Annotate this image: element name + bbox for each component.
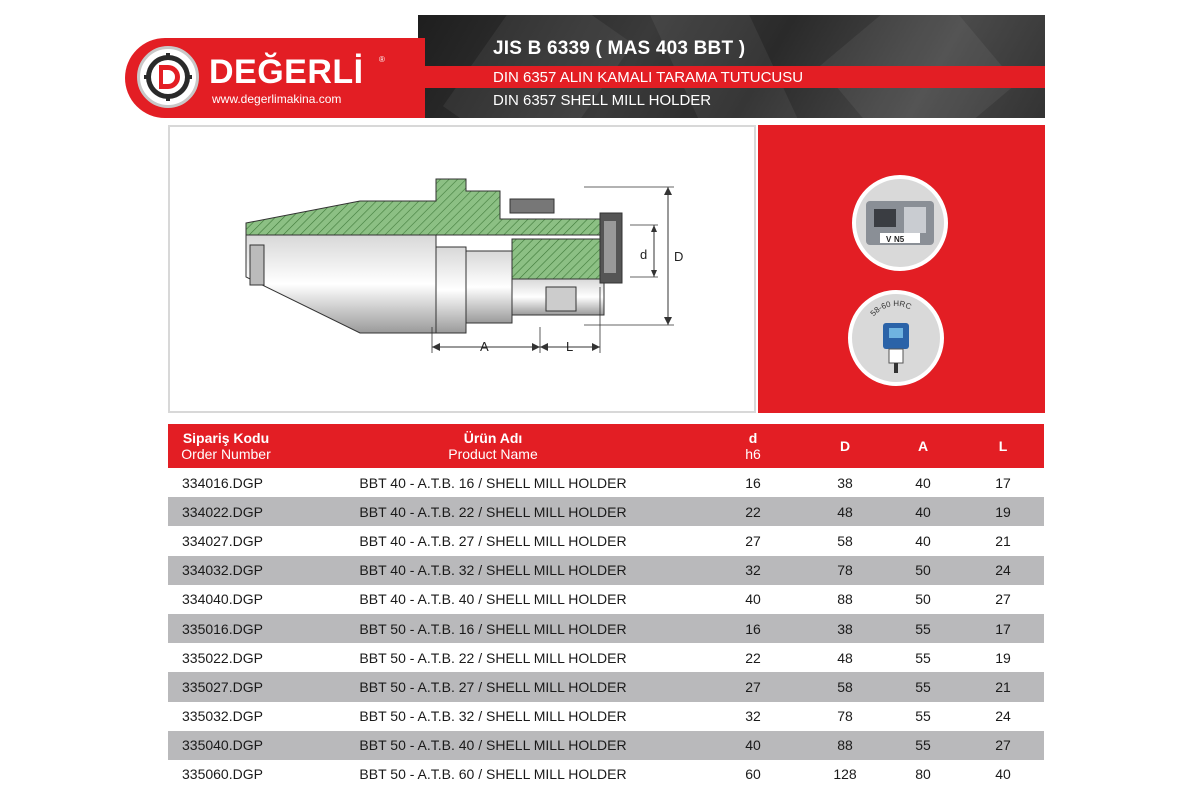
- L-value-cell: 27: [995, 591, 1011, 608]
- hardness-badge: [848, 290, 944, 386]
- product-table: [168, 424, 1044, 789]
- L-value-cell: 19: [995, 503, 1011, 520]
- table-row: [168, 614, 1044, 643]
- d-value-cell: 16: [745, 474, 761, 491]
- D-value-cell: 48: [837, 503, 853, 520]
- header-A: A: [917, 438, 929, 454]
- dimension-L-label: L: [566, 339, 574, 354]
- order-number-cell: 335027.DGP: [182, 678, 263, 695]
- A-value-cell: 40: [915, 532, 931, 549]
- svg-text:V: V: [886, 235, 892, 244]
- table-body: [168, 468, 1044, 789]
- machine-tool-icon: [860, 183, 940, 263]
- d-value-cell: 27: [745, 532, 761, 549]
- D-value-cell: 38: [837, 620, 853, 637]
- A-value-cell: 55: [915, 620, 931, 637]
- table-row: [168, 731, 1044, 760]
- D-value-cell: 78: [837, 708, 853, 725]
- A-value-cell: 40: [915, 474, 931, 491]
- d-value-cell: 22: [745, 503, 761, 520]
- product-name-cell: BBT 40 - A.T.B. 16 / SHELL MILL HOLDER: [359, 474, 627, 491]
- L-value-cell: 17: [995, 620, 1011, 637]
- D-value-cell: 128: [833, 766, 857, 783]
- L-value-cell: 21: [995, 678, 1011, 695]
- dimension-D-label: D: [674, 249, 684, 264]
- gear-logo-icon: [137, 46, 199, 108]
- header-order-number: Sipariş Kodu Order Number: [181, 430, 271, 462]
- header-product-name: Ürün Adı Product Name: [448, 430, 538, 462]
- L-value-cell: 19: [995, 649, 1011, 666]
- table-header: [168, 424, 1044, 468]
- order-number-cell: 335022.DGP: [182, 649, 263, 666]
- table-row: [168, 526, 1044, 555]
- technical-drawing-panel: [168, 125, 756, 413]
- dimension-A-label: A: [480, 339, 489, 354]
- product-name-cell: BBT 50 - A.T.B. 40 / SHELL MILL HOLDER: [359, 737, 627, 754]
- D-value-cell: 88: [837, 737, 853, 754]
- A-value-cell: 55: [915, 708, 931, 725]
- table-row: [168, 585, 1044, 614]
- product-name-cell: BBT 50 - A.T.B. 16 / SHELL MILL HOLDER: [359, 620, 627, 637]
- product-name-cell: BBT 40 - A.T.B. 32 / SHELL MILL HOLDER: [359, 562, 627, 579]
- d-value-cell: 27: [745, 678, 761, 695]
- brand-name: DEĞERLİ: [209, 53, 364, 91]
- d-value-cell: 40: [745, 737, 761, 754]
- D-value-cell: 38: [837, 474, 853, 491]
- order-number-cell: 334032.DGP: [182, 562, 263, 579]
- table-row: [168, 468, 1044, 497]
- L-value-cell: 21: [995, 532, 1011, 549]
- svg-text:58-60 HRC: [869, 299, 913, 318]
- order-number-cell: 335032.DGP: [182, 708, 263, 725]
- product-name-cell: BBT 40 - A.T.B. 40 / SHELL MILL HOLDER: [359, 591, 627, 608]
- order-number-cell: 334016.DGP: [182, 474, 263, 491]
- A-value-cell: 50: [915, 562, 931, 579]
- A-value-cell: 40: [915, 503, 931, 520]
- D-value-cell: 48: [837, 649, 853, 666]
- page-title: JIS B 6339 ( MAS 403 BBT ): [493, 38, 746, 59]
- order-number-cell: 334027.DGP: [182, 532, 263, 549]
- catalog-header: [0, 0, 1200, 124]
- A-value-cell: 50: [915, 591, 931, 608]
- L-value-cell: 24: [995, 708, 1011, 725]
- d-value-cell: 32: [745, 708, 761, 725]
- D-value-cell: 58: [837, 532, 853, 549]
- D-value-cell: 78: [837, 562, 853, 579]
- order-number-cell: 335040.DGP: [182, 737, 263, 754]
- D-value-cell: 88: [837, 591, 853, 608]
- subtitle-turkish: DIN 6357 ALIN KAMALI TARAMA TUTUCUSU: [493, 69, 804, 86]
- registered-mark: ®: [379, 55, 385, 64]
- d-value-cell: 32: [745, 562, 761, 579]
- subtitle-english: DIN 6357 SHELL MILL HOLDER: [493, 92, 712, 109]
- order-number-cell: 335060.DGP: [182, 766, 263, 783]
- order-number-cell: 334040.DGP: [182, 591, 263, 608]
- table-row: [168, 672, 1044, 701]
- table-row: [168, 643, 1044, 672]
- L-value-cell: 27: [995, 737, 1011, 754]
- product-name-cell: BBT 50 - A.T.B. 27 / SHELL MILL HOLDER: [359, 678, 627, 695]
- product-name-cell: BBT 50 - A.T.B. 32 / SHELL MILL HOLDER: [359, 708, 627, 725]
- header-L: L: [998, 438, 1008, 454]
- header-d: d h6: [745, 430, 761, 462]
- product-name-cell: BBT 50 - A.T.B. 60 / SHELL MILL HOLDER: [359, 766, 627, 783]
- hardness-label: 58-60 HRC: [868, 298, 913, 318]
- product-name-cell: BBT 40 - A.T.B. 27 / SHELL MILL HOLDER: [359, 532, 627, 549]
- L-value-cell: 40: [995, 766, 1011, 783]
- A-value-cell: 55: [915, 649, 931, 666]
- surface-finish-badge: [852, 175, 948, 271]
- d-value-cell: 16: [745, 620, 761, 637]
- A-value-cell: 55: [915, 737, 931, 754]
- D-value-cell: 58: [837, 678, 853, 695]
- header-D: D: [839, 438, 851, 454]
- L-value-cell: 17: [995, 474, 1011, 491]
- hardness-tester-icon: [853, 295, 939, 381]
- table-row: [168, 702, 1044, 731]
- surface-finish-label: N5: [894, 235, 905, 244]
- product-name-cell: BBT 50 - A.T.B. 22 / SHELL MILL HOLDER: [359, 649, 627, 666]
- order-number-cell: 335016.DGP: [182, 620, 263, 637]
- A-value-cell: 55: [915, 678, 931, 695]
- product-name-cell: BBT 40 - A.T.B. 22 / SHELL MILL HOLDER: [359, 503, 627, 520]
- d-value-cell: 40: [745, 591, 761, 608]
- d-value-cell: 22: [745, 649, 761, 666]
- L-value-cell: 24: [995, 562, 1011, 579]
- dimension-d-label: d: [640, 247, 648, 262]
- d-value-cell: 60: [745, 766, 761, 783]
- shell-mill-holder-drawing: [170, 127, 754, 411]
- order-number-cell: 334022.DGP: [182, 503, 263, 520]
- table-row: [168, 556, 1044, 585]
- table-row: [168, 760, 1044, 789]
- brand-url[interactable]: www.degerlimakina.com: [212, 92, 342, 106]
- table-row: [168, 497, 1044, 526]
- A-value-cell: 80: [915, 766, 931, 783]
